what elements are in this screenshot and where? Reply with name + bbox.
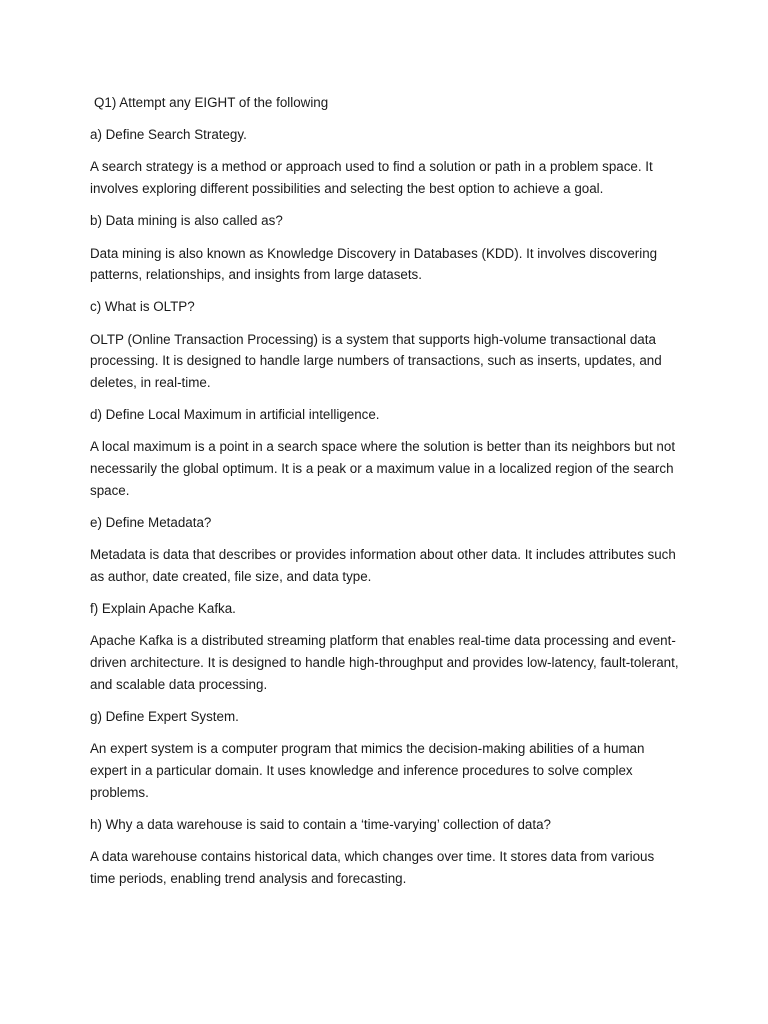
answer-d: A local maximum is a point in a search space where the solution is better than its neighbors but not necessarily the global optimum. It is a peak or a maximum value in a localized region of the search space. [90, 439, 676, 498]
answer-c: OLTP (Online Transaction Processing) is a system that supports high-volume transactional data processing. It is designed to handle large numbers of transactions, such as inserts, updates, and deletes, in real-time. [90, 331, 662, 391]
section-heading: Q1) Attempt any EIGHT of the following [94, 95, 329, 110]
question-d: d) Define Local Maximum in artificial intelligence. [90, 407, 380, 423]
answer-g: An expert system is a computer program that mimics the decision-making abilities of a human expert in a particular domain. It uses knowledge and inference procedures to solve complex problems. [90, 741, 645, 800]
question-b: b) Data mining is also called as? [90, 213, 283, 229]
answer-h: A data warehouse contains historical data, which changes over time. It stores data from various time periods, enabling trend analysis and forecasting. [90, 848, 655, 886]
question-a: a) Define Search Strategy. [90, 127, 247, 143]
answer-f: Apache Kafka is a distributed streaming platform that enables real-time data processing and event-driven architecture. It is designed to handle high-throughput and provides low-latency, fault-tolerant, and scalable data processing. [90, 633, 679, 692]
document-body [90, 92, 680, 900]
question-f: f) Explain Apache Kafka. [90, 601, 236, 617]
question-c: c) What is OLTP? [90, 299, 195, 315]
answer-b: Data mining is also known as Knowledge Discovery in Databases (KDD). It involves discovering patterns, relationships, and insights from large datasets. [90, 245, 658, 283]
question-h: h) Why a data warehouse is said to contain a ‘time-varying’ collection of data? [90, 816, 551, 832]
answer-a: A search strategy is a method or approach used to find a solution or path in a problem space. It involves exploring different possibilities and selecting the best option to achieve a goal. [90, 159, 653, 197]
question-g: g) Define Expert System. [90, 708, 239, 724]
question-e: e) Define Metadata? [90, 515, 212, 531]
answer-e: Metadata is data that describes or provides information about other data. It includes attributes such as author, date created, file size, and data type. [90, 547, 676, 584]
